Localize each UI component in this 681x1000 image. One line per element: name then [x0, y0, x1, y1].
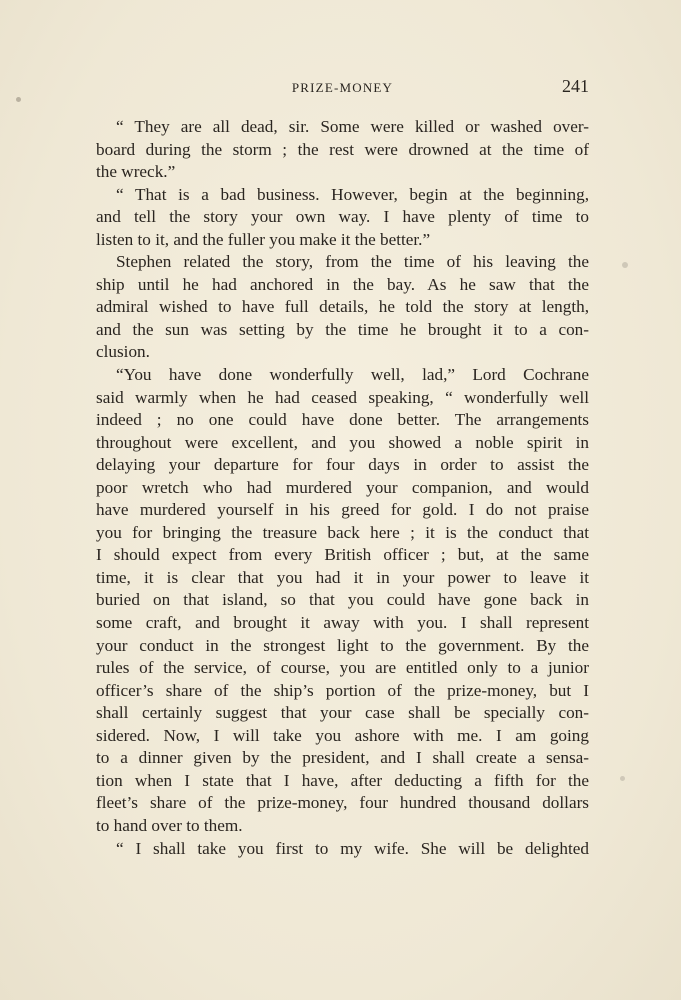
text-line: ship until he had anchored in the bay. As he saw that the [96, 274, 589, 294]
text-line: fleet’s share of the prize-money, four hundred thousand dollars [96, 793, 589, 813]
text-line: indeed ; no one could have done better. The arrangements [96, 410, 589, 430]
text-line: and the sun was setting by the time he brought it to a con- [96, 319, 589, 339]
text-line: “ They are all dead, sir. Some were killed or washed over- [116, 117, 589, 136]
text-line: “ I shall take you first to my wife. She will be delighted [116, 838, 589, 858]
text-line: buried on that island, so that you could have gone back in [96, 590, 589, 610]
text-line: some craft, and brought it away with you. I shall represent [96, 613, 589, 633]
text-line: to hand over to them. [96, 815, 243, 835]
text-line: you for bringing the treasure back here ; it is the conduct that [96, 522, 589, 542]
text-line: admiral wished to have full details, he told the story at length, [96, 297, 589, 317]
text-line: delaying your departure for four days in order to assist the [96, 455, 589, 475]
text-line: said warmly when he had ceased speaking, “ wonderfully well [96, 387, 589, 407]
text-line: to a dinner given by the president, and I shall create a sensa- [96, 748, 589, 768]
paper-speck [622, 262, 628, 268]
text-line: sidered. Now, I will take you ashore with me. I am going [96, 725, 589, 745]
text-line: “ That is a bad business. However, begin at the beginning, [116, 184, 589, 204]
page-header [96, 76, 589, 100]
text-line: board during the storm ; the rest were drowned at the time of [96, 139, 589, 159]
text-line: shall certainly suggest that your case shall be specially con- [96, 703, 589, 723]
text-line: and tell the story your own way. I have plenty of time to [96, 207, 589, 227]
page-number: 241 [562, 76, 589, 96]
text-line: listen to it, and the fuller you make it the better.” [96, 229, 431, 249]
text-line: poor wretch who had murdered your companion, and would [96, 477, 589, 497]
text-line: have murdered yourself in his greed for gold. I do not praise [96, 500, 589, 520]
text-line: the wreck.” [96, 162, 176, 182]
text-line: clusion. [96, 342, 150, 362]
text-line: rules of the service, of course, you are entitled only to a junior [96, 658, 589, 678]
text-line: time, it is clear that you had it in your power to leave it [96, 567, 589, 587]
text-line: officer’s share of the ship’s portion of the prize-money, but I [96, 680, 589, 700]
paper-speck [620, 776, 625, 781]
paper-speck [16, 97, 21, 102]
text-line: your conduct in the strongest light to the government. By the [96, 635, 589, 655]
text-line: throughout were excellent, and you showed a noble spirit in [96, 432, 589, 452]
text-line: tion when I state that I have, after deducting a fifth for the [96, 770, 589, 790]
running-head: PRIZE-MONEY [291, 80, 394, 95]
text-line: I should expect from every British officer ; but, at the same [96, 545, 589, 565]
text-line: “You have done wonderfully well, lad,” Lord Cochrane [116, 365, 589, 385]
text-line: Stephen related the story, from the time of his leaving the [116, 252, 589, 272]
body-text [96, 116, 589, 860]
